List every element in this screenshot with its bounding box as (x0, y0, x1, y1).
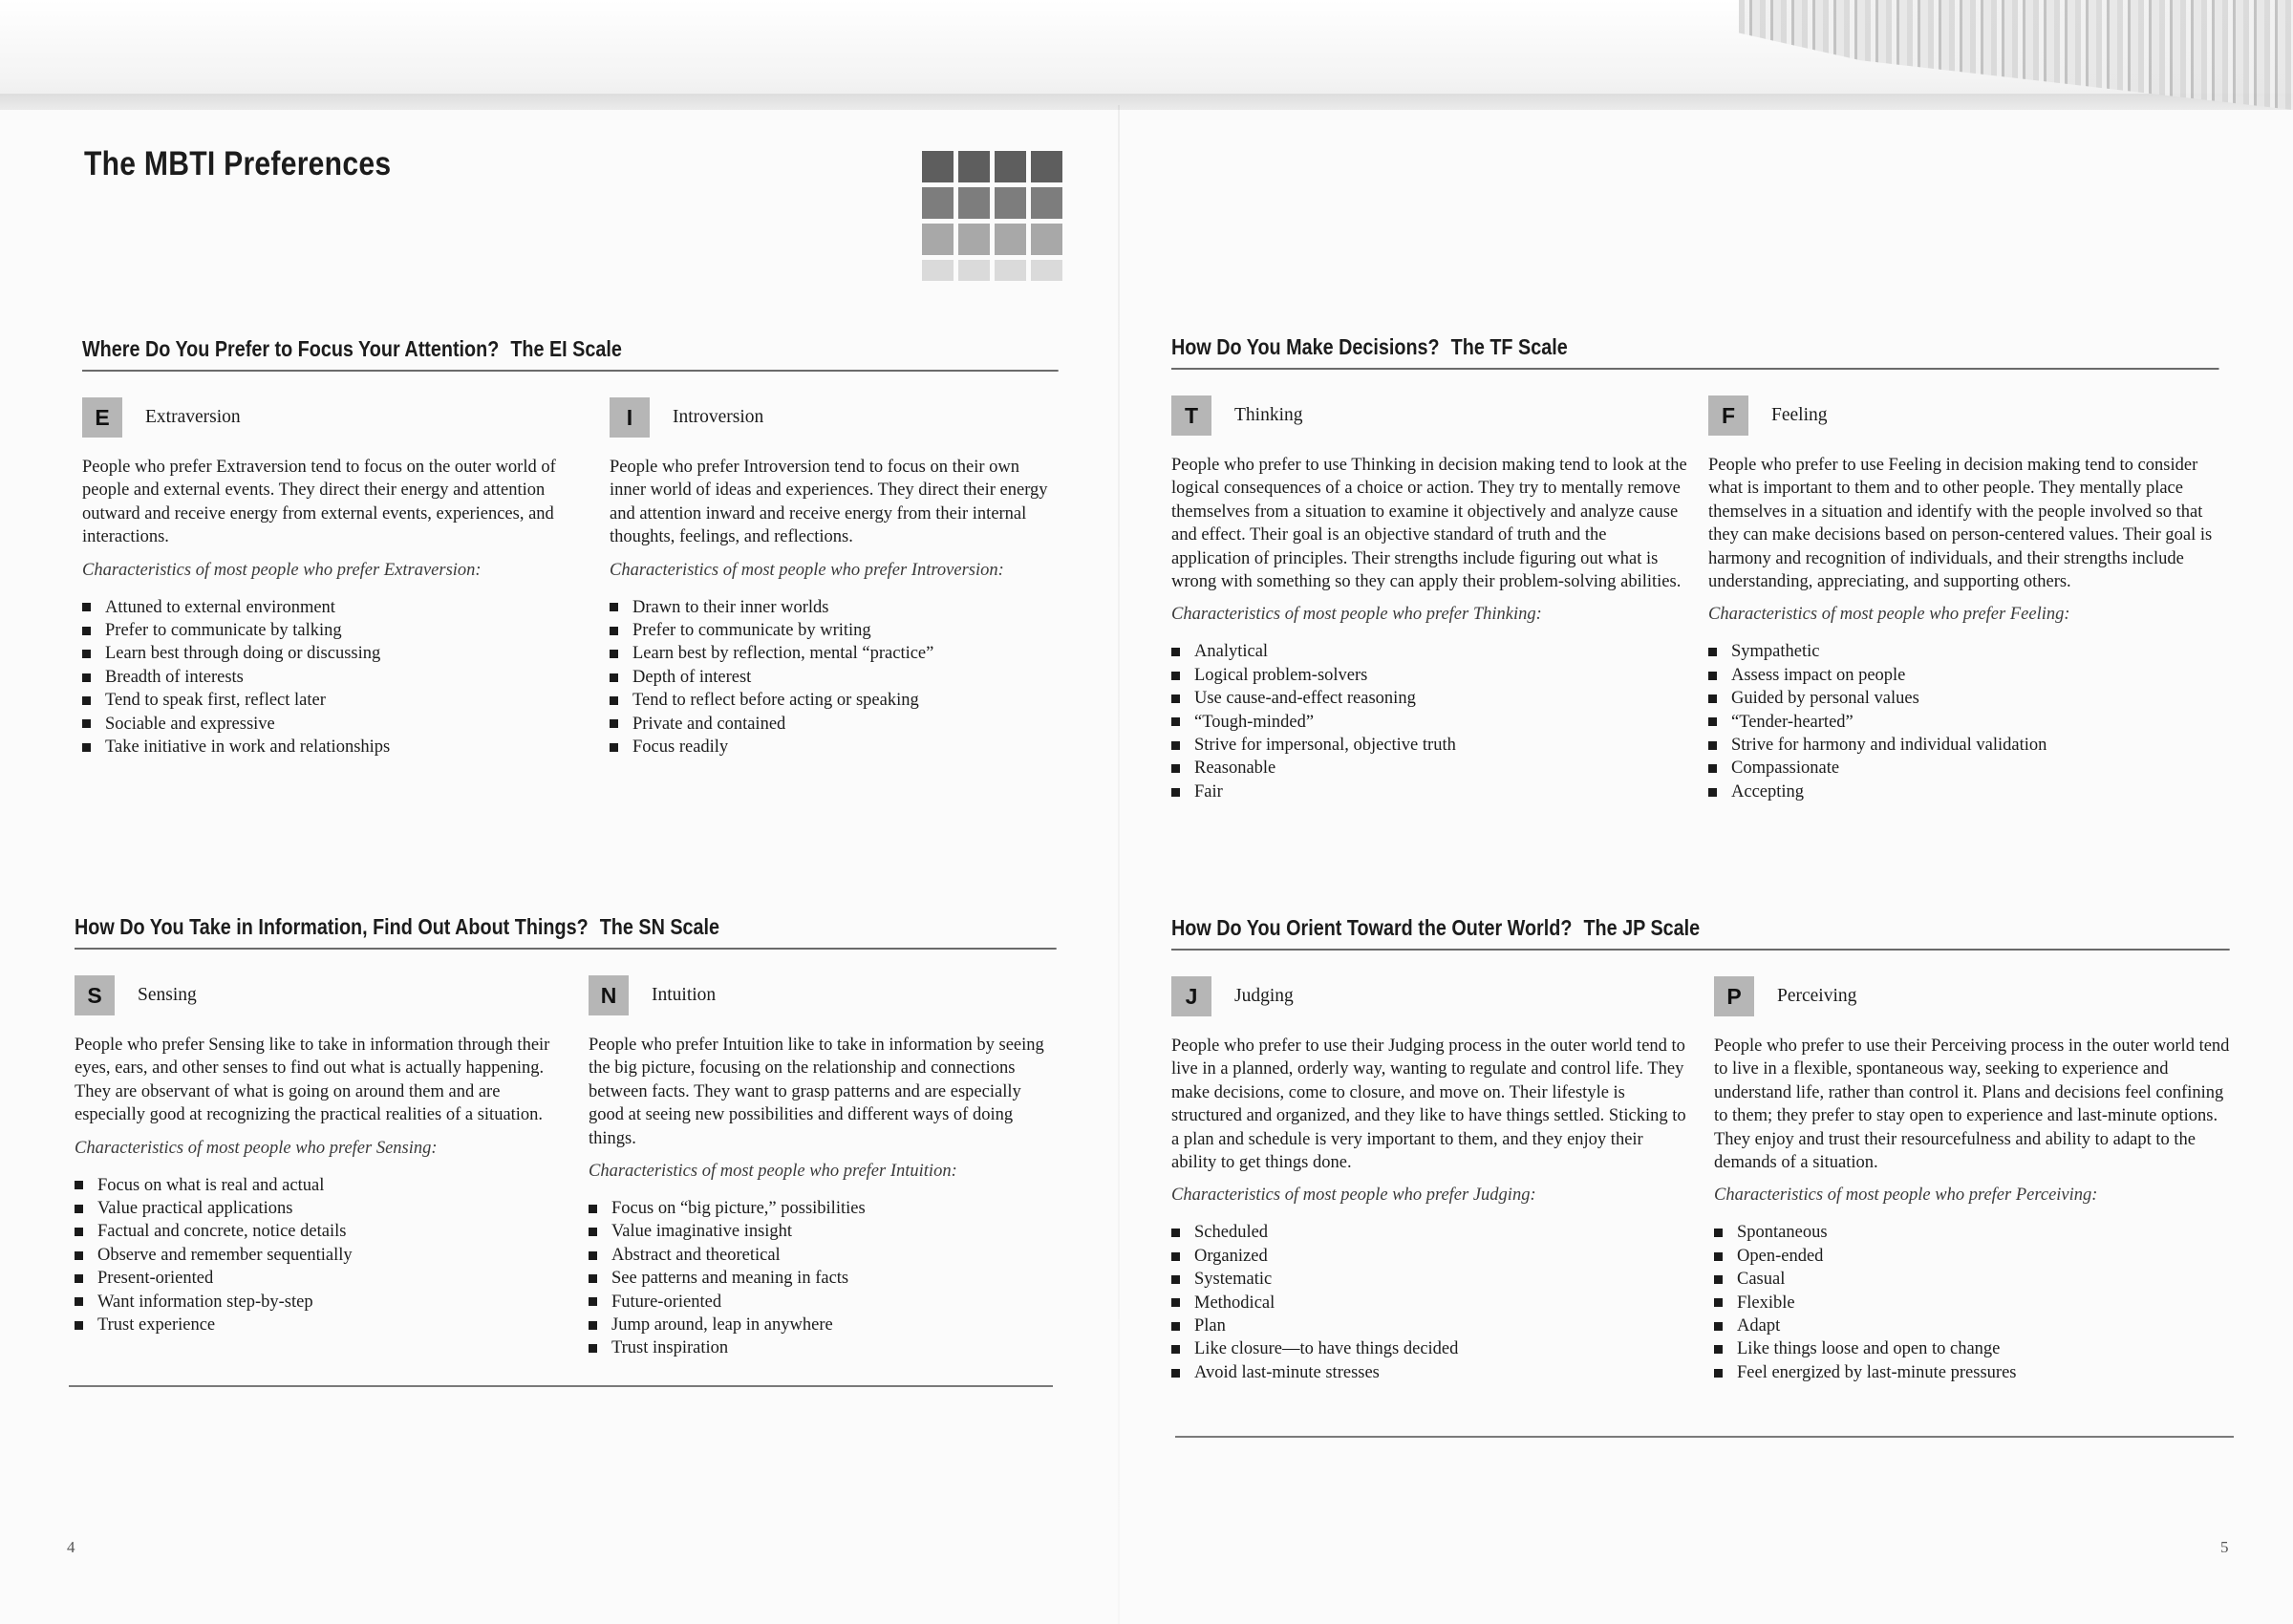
list-item: Breadth of interests (82, 666, 560, 689)
preference-description: People who prefer to use their Perceiving process in the outer world tend to live in a flexible, spontaneous way, seeking to experience and understand life, rather than control it. Plans and decisions feel confining to them; they prefer to stay open to experience and last-minute options. They enjoy and trust their resourcefulness and ability to adapt to the demands of a situation. (1714, 1036, 2230, 1173)
list-item: See patterns and meaning in facts (589, 1267, 1057, 1290)
list-item: Organized (1171, 1245, 1692, 1268)
letter-badge: F (1708, 395, 1748, 436)
scale-name: The TF Scale (1450, 334, 1568, 359)
preference-feeling (1708, 395, 2219, 803)
section-title (82, 336, 1059, 372)
preference-intuition (589, 974, 1057, 1360)
list-item: Tend to speak first, reflect later (82, 689, 560, 712)
list-item: Guided by personal values (1708, 687, 2219, 710)
letter-badge: I (610, 397, 650, 438)
scale-question: How Do You Take in Information, Find Out About Things? (75, 914, 589, 939)
trait-list (75, 1174, 557, 1337)
list-item: Present-oriented (75, 1267, 557, 1290)
list-item: Trust experience (75, 1314, 557, 1336)
letter-badge: J (1171, 976, 1211, 1016)
section-title (1171, 915, 2230, 951)
preference-description: People who prefer to use Feeling in decision making tend to consider what is important to them and to other people. They mentally place themselves in a situation and identify with the people involved so that they can make decisions based on person-centered values. Their goal is harmony and recognition of individuals, and their strengths include understanding, appreciating, and supporting others. (1708, 456, 2213, 592)
book-gutter (1118, 105, 1120, 1624)
list-item: Feel energized by last-minute pressures (1714, 1361, 2230, 1384)
trait-list (1714, 1221, 2230, 1384)
list-item: Methodical (1171, 1292, 1692, 1314)
characteristics-label: Characteristics of most people who prefer Judging: (1171, 1186, 1536, 1206)
list-item: Open-ended (1714, 1245, 2230, 1268)
list-item: Prefer to communicate by writing (610, 619, 1059, 642)
list-item: Scheduled (1171, 1221, 1692, 1244)
list-item: Fair (1171, 780, 1687, 803)
preference-description: People who prefer Sensing like to take in information through their eyes, ears, and other senses to find out what is actually happening. They are observant of what is going on around them and are especially good at recognizing the practical realities of a situation. (75, 1036, 550, 1125)
list-item: Private and contained (610, 713, 1059, 736)
list-item: Jump around, leap in anywhere (589, 1314, 1057, 1336)
list-item: Logical problem-solvers (1171, 664, 1687, 687)
tf-scale-section (1171, 334, 2219, 803)
mbti-grid-logo (922, 151, 1061, 294)
trait-list (1708, 640, 2219, 803)
letter-badge: N (589, 975, 629, 1015)
characteristics-label: Characteristics of most people who prefer Sensing: (75, 1138, 438, 1158)
list-item: Strive for harmony and individual validation (1708, 734, 2219, 757)
trait-list (82, 596, 560, 759)
preference-description: People who prefer Introversion tend to focus on their own inner world of ideas and experiences. They direct their energy and attention inward and receive energy from their internal thoughts, feelings, and reflections. (610, 458, 1048, 547)
ei-scale-section (82, 336, 1059, 759)
characteristics-label: Characteristics of most people who prefer Extraversion: (82, 560, 482, 580)
top-band-shadow (0, 94, 2293, 111)
characteristics-label: Characteristics of most people who prefer Intuition: (589, 1162, 957, 1182)
trait-list (1171, 1221, 1692, 1384)
scale-question: How Do You Orient Toward the Outer World? (1171, 915, 1573, 940)
list-item: Sympathetic (1708, 640, 2219, 663)
list-item: Abstract and theoretical (589, 1244, 1057, 1267)
list-item: “Tough-minded” (1171, 711, 1687, 734)
preference-perceiving (1714, 975, 2230, 1384)
preference-thinking (1171, 395, 1687, 803)
list-item: “Tender-hearted” (1708, 711, 2219, 734)
sn-scale-section (75, 914, 1057, 1360)
list-item: Flexible (1714, 1292, 2230, 1314)
preference-description: People who prefer Extraversion tend to focus on the outer world of people and external events. They direct their energy and attention outward and receive energy from external events, experiences, and interactions. (82, 458, 556, 547)
list-item: Use cause-and-effect reasoning (1171, 687, 1687, 710)
section-title (1171, 334, 2219, 370)
preference-description: People who prefer to use Thinking in decision making tend to look at the logical consequences of a choice or action. They try to mentally remove themselves from a situation to examine it objectively and analyze cause and effect. Their goal is an objective standard of truth and the application of principles. Their strengths include figuring out what is wrong with something so they can apply their problem-solving abilities. (1171, 456, 1687, 592)
characteristics-label: Characteristics of most people who prefer Thinking: (1171, 605, 1542, 625)
list-item: Spontaneous (1714, 1221, 2230, 1244)
page-number-right: 5 (2220, 1538, 2229, 1556)
preference-sensing (75, 974, 557, 1360)
list-item: Avoid last-minute stresses (1171, 1361, 1692, 1384)
preference-name: Perceiving (1777, 986, 1857, 1006)
trait-list (589, 1197, 1057, 1360)
section-title (75, 914, 1057, 950)
preference-extraversion (82, 396, 560, 759)
list-item: Analytical (1171, 640, 1687, 663)
list-item: Compassionate (1708, 757, 2219, 780)
list-item: Like closure—to have things decided (1171, 1337, 1692, 1360)
list-item: Attuned to external environment (82, 596, 560, 619)
list-item: Prefer to communicate by talking (82, 619, 560, 642)
scale-name: The EI Scale (510, 336, 622, 361)
list-item: Sociable and expressive (82, 713, 560, 736)
preference-name: Introversion (673, 407, 764, 427)
list-item: Drawn to their inner worlds (610, 596, 1059, 619)
list-item: Observe and remember sequentially (75, 1244, 557, 1267)
list-item: Assess impact on people (1708, 664, 2219, 687)
preference-judging (1171, 975, 1692, 1384)
preference-name: Judging (1234, 986, 1294, 1006)
trait-list (1171, 640, 1687, 803)
list-item: Depth of interest (610, 666, 1059, 689)
letter-badge: P (1714, 976, 1754, 1016)
list-item: Tend to reflect before acting or speaking (610, 689, 1059, 712)
scale-question: Where Do You Prefer to Focus Your Attention? (82, 336, 500, 361)
list-item: Systematic (1171, 1268, 1692, 1291)
preference-name: Feeling (1771, 405, 1828, 425)
list-item: Accepting (1708, 780, 2219, 803)
list-item: Learn best by reflection, mental “practice” (610, 642, 1059, 665)
preference-name: Thinking (1234, 405, 1303, 425)
characteristics-label: Characteristics of most people who prefer Perceiving: (1714, 1186, 2098, 1206)
preference-description: People who prefer Intuition like to take in information by seeing the big picture, focusing on the relationship and connections between facts. They want to grasp patterns and are especially good at seeing new possibilities and different ways of doing things. (589, 1036, 1044, 1148)
preference-name: Sensing (138, 985, 197, 1005)
list-item: Trust inspiration (589, 1336, 1057, 1359)
letter-badge: T (1171, 395, 1211, 436)
list-item: Reasonable (1171, 757, 1687, 780)
page-title: The MBTI Preferences (84, 145, 392, 182)
preference-name: Extraversion (145, 407, 241, 427)
list-item: Want information step-by-step (75, 1291, 557, 1314)
list-item: Learn best through doing or discussing (82, 642, 560, 665)
divider (69, 1385, 1053, 1387)
preference-introversion (610, 396, 1059, 759)
list-item: Plan (1171, 1314, 1692, 1337)
list-item: Casual (1714, 1268, 2230, 1291)
list-item: Strive for impersonal, objective truth (1171, 734, 1687, 757)
list-item: Focus on what is real and actual (75, 1174, 557, 1197)
letter-badge: S (75, 975, 115, 1015)
list-item: Future-oriented (589, 1291, 1057, 1314)
characteristics-label: Characteristics of most people who prefer Introversion: (610, 560, 1004, 580)
trait-list (610, 596, 1059, 759)
scale-name: The SN Scale (599, 914, 720, 939)
list-item: Focus readily (610, 736, 1059, 759)
list-item: Value practical applications (75, 1197, 557, 1220)
list-item: Focus on “big picture,” possibilities (589, 1197, 1057, 1220)
scale-question: How Do You Make Decisions? (1171, 334, 1440, 359)
list-item: Factual and concrete, notice details (75, 1220, 557, 1243)
preference-name: Intuition (652, 985, 717, 1005)
characteristics-label: Characteristics of most people who prefer Feeling: (1708, 605, 2070, 625)
letter-badge: E (82, 397, 122, 438)
divider (1175, 1436, 2234, 1438)
page-number-left: 4 (67, 1538, 75, 1556)
list-item: Take initiative in work and relationships (82, 736, 560, 759)
list-item: Adapt (1714, 1314, 2230, 1337)
preference-description: People who prefer to use their Judging process in the outer world tend to live in a planned, orderly way, wanting to regulate and control life. They make decisions, come to closure, and move on. Their lifestyle is structured and organized, and they like to have things settled. Sticking to a plan and schedule is very important to them, and they enjoy their ability to get things done. (1171, 1036, 1686, 1173)
jp-scale-section (1171, 915, 2230, 1384)
list-item: Like things loose and open to change (1714, 1337, 2230, 1360)
list-item: Value imaginative insight (589, 1220, 1057, 1243)
scale-name: The JP Scale (1583, 915, 1701, 940)
